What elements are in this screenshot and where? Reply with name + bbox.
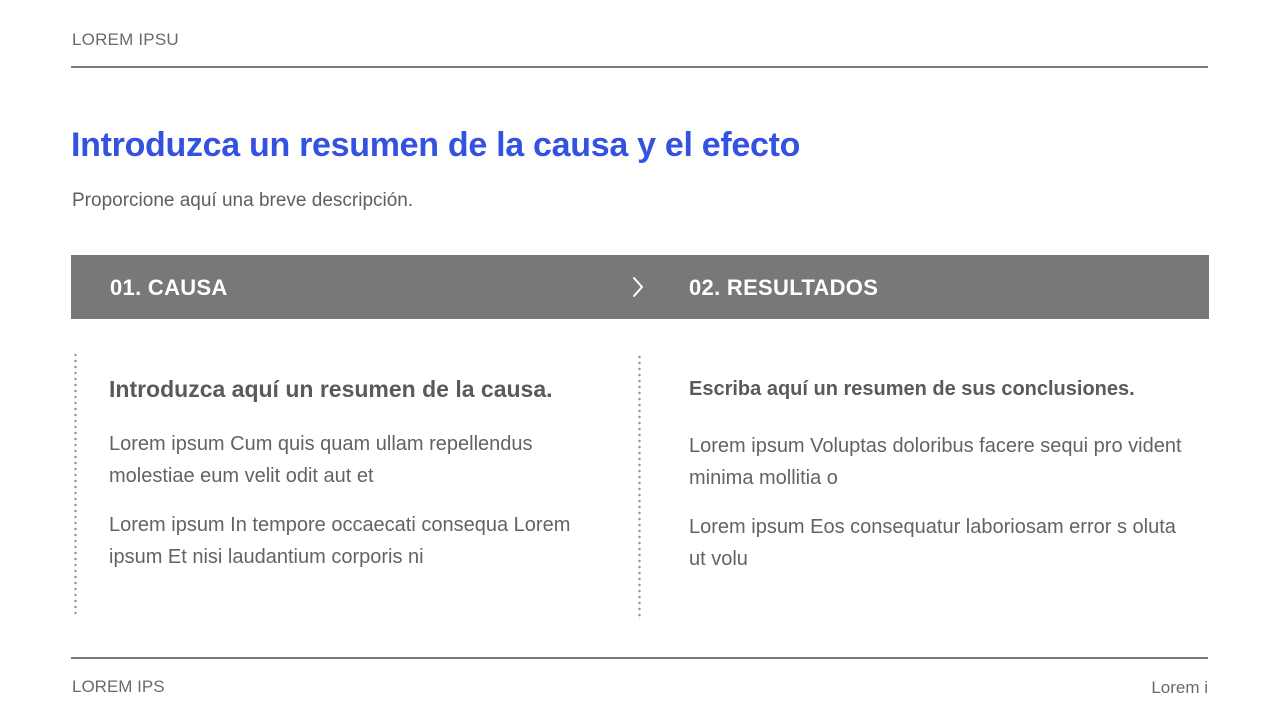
- results-heading: Escriba aquí un resumen de sus conclusiones.: [689, 378, 1135, 400]
- footer-right-label: Lorem i: [1151, 678, 1208, 697]
- results-paragraph: Lorem ipsum Eos consequatur laboriosam error s oluta ut volu: [689, 516, 1176, 570]
- dotted-divider-left: [74, 352, 77, 614]
- results-paragraph: Lorem ipsum Voluptas doloribus facere sequi pro vident minima mollitia o: [689, 435, 1182, 489]
- cause-paragraph: Lorem ipsum In tempore occaecati consequa Lorem ipsum Et nisi laudantium corporis ni: [109, 514, 571, 568]
- page-subtitle: Proporcione aquí una breve descripción.: [72, 190, 414, 211]
- chevron-right-icon: [629, 275, 647, 299]
- results-column: [689, 378, 1189, 575]
- page-title: Introduzca un resumen de la causa y el efecto: [71, 126, 801, 164]
- footer-left-label: LOREM IPS: [72, 677, 165, 696]
- footer-divider: [71, 657, 1208, 659]
- header-divider: [71, 66, 1208, 68]
- cause-column: [109, 376, 609, 573]
- results-section-label: 02. RESULTADOS: [689, 275, 879, 300]
- dotted-divider-middle: [638, 354, 641, 620]
- cause-paragraph: Lorem ipsum Cum quis quam ullam repellendus molestiae eum velit odit aut et: [109, 433, 533, 487]
- section-header-band: [71, 255, 1209, 319]
- header-label: LOREM IPSU: [72, 30, 179, 49]
- cause-heading: Introduzca aquí un resumen de la causa.: [109, 376, 553, 402]
- cause-section-label: 01. CAUSA: [110, 275, 228, 300]
